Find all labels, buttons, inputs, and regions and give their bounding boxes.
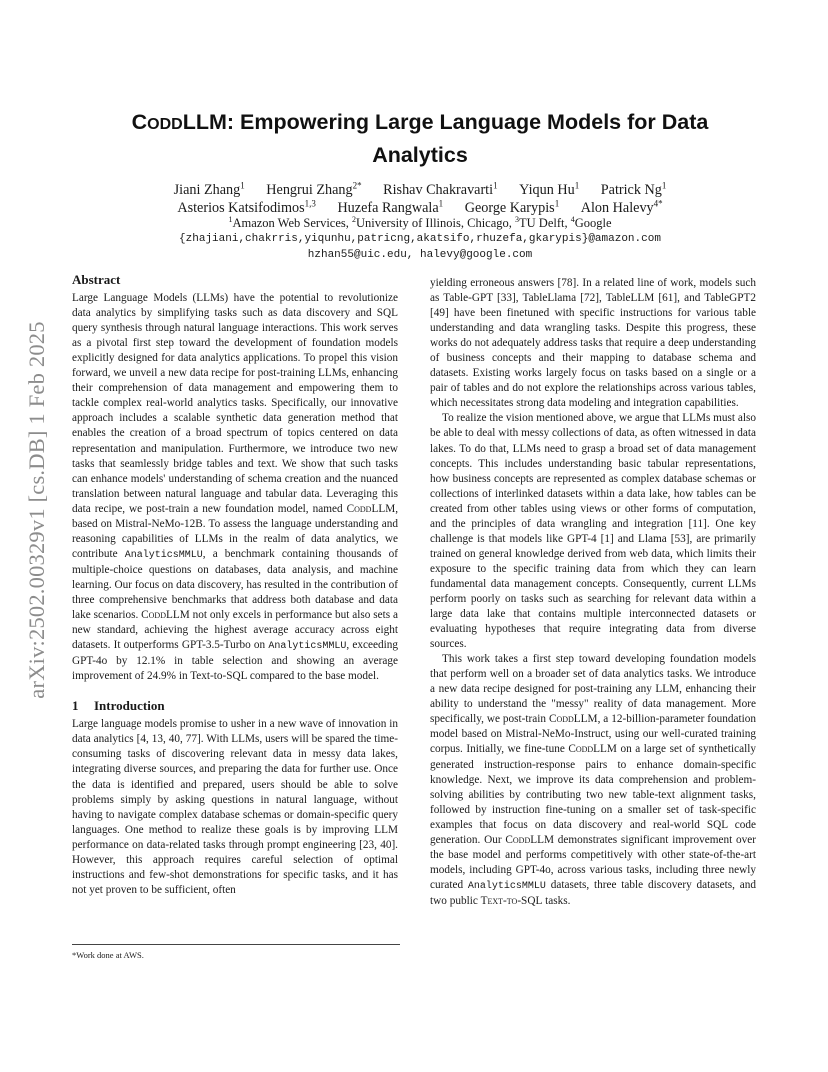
author: George Karypis$^1$ — [464, 198, 560, 216]
affiliations: $^1$Amazon Web Services, $^2$University of Illinois, Chicago, $^3$TU Delft, $^4$Google — [228, 215, 612, 231]
body-paragraph: This work takes a first step toward developing foundation models that perform well on a broader set of data analytics tasks. We introduce a new data recipe designed for post-training any LLM, enhancing their ability to understand the "messy" reality of data management. More specifically, we post-train CoddLLM, a 12-billion-parameter foundation model based on Mistral-NeMo-Instruct, using our well-curated training corpus. Initially, we fine-tune CoddLLM on a large set of synthetically generated instruction-response pairs to enhance domain-specific knowledge. Next, we improve its data comprehension and problem-solving abilities by contributing two new table-text alignment tasks, followed by instruction fine-tuning on a smaller set of task-specific examples that focus on data discovery and real-world SQL code generation. Our CoddLLM demonstrates significant improvement over the base model and performs competitively with other state-of-the-art models, including GPT-4o, across various tasks, including three newly curated AnalyticsMMLU datasets, three table discovery datasets, and two public Text-to-SQL tasks. — [430, 653, 756, 907]
author: Asterios Katsifodimos$^{1,3}$ — [177, 198, 316, 216]
body-paragraph: yielding erroneous answers [78]. In a related line of work, models such as Table-GPT [33], TableLlama [72], TableLLM [61], and TableGPT2 [49] have been finetuned with specific instructions for various table understanding and data wrangling tasks. Despite this progress, these works do not adequately address tasks that require a deep understanding of business concepts and their mapping to database schema and datasets. Existing works largely focus on tasks based on a single or a pair of tables and do not explore the relationships across various tables, which necessitates strong data modeling and integration capabilities. — [430, 277, 756, 410]
footnote-rule — [72, 944, 400, 945]
arxiv-sidebar — [22, 290, 52, 730]
right-column — [430, 276, 756, 909]
intro-paragraph: Large language models promise to usher in a new wave of innovation in data analytics [4, 13, 40, 77]. With LLMs, users will be spared the time-consuming tasks of discovering relevant data in messy data lakes, integrating diverse sources, and preparing the data for further use. Once the data is identified and prepared, users should be able to solve problems simply by asking questions in natural language, without having to navigate complex database schemas or domain-specific query languages. One method to realize these goals is by improving LLM performance on data-related tasks through prompt engineering [23, 40]. However, this approach requires careful selection of optimal instructions and few-shot demonstrations for specific tasks, and it has not yet proven to be sufficient, often — [72, 718, 398, 896]
footnote: *Work done at AWS. — [72, 950, 144, 960]
email-line-2: hzhan55@uic.edu, halevy@google.com — [307, 249, 533, 261]
author: Alon Halevy$^{4*}$ — [580, 198, 663, 216]
title-line1: LLM: Empowering Large Language Models for Data — [182, 110, 709, 134]
author: Jiani Zhang$^1$ — [173, 180, 245, 198]
title-codd-smallcaps: ODD — [147, 116, 183, 133]
body-paragraph: To realize the vision mentioned above, we argue that LLMs must also be able to deal with messy collections of data, as often witnessed in data lakes. To do that, LLMs need to grasp a broad set of data management concepts. This includes understanding basic tabular representations, how business concepts are represented as complex database schemas or collections of interlinked datasets within a data lake, how tables can be created from other tables using views or other forms of computation, and the principles of data wrangling and integration [11]. One key challenge is that models like GPT-4 [1] and Llama [53], are primarily trained on general knowledge derived from web data, which limits their exposure to the specific training data from which they can learn fundamental data management concepts. Consequently, current LLMs perform poorly on tasks such as searching for relevant data within a large data lake that contains multiple interconnected datasets or evaluating hypotheses that require integrating data from diverse sources. — [430, 412, 756, 651]
paper-title — [80, 107, 760, 171]
author: Hengrui Zhang$^{2*}$ — [266, 180, 362, 198]
author: Rishav Chakravarti$^1$ — [383, 180, 498, 198]
abstract-heading: Abstract — [72, 272, 121, 287]
author: Yiqun Hu$^1$ — [519, 180, 580, 198]
title-codd-initial: C — [131, 110, 148, 134]
author: Huzefa Rangwala$^1$ — [337, 198, 444, 216]
section-heading-introduction: 1 Introduction — [72, 698, 165, 714]
left-column — [72, 272, 398, 898]
email-line-1: {zhajiani,chakrris,yiqunhu,patricng,akatsifo,rhuzefa,gkarypis}@amazon.com — [179, 233, 661, 245]
arxiv-id: arXiv:2502.00329v1 [cs.DB] 1 Feb 2025 — [24, 321, 49, 699]
abstract-body: Large Language Models (LLMs) have the potential to revolutionize data analytics by simplifying tasks such as data discovery and SQL query synthesis through natural language interactions. This work serves as a pivotal first step toward the development of foundation models explicitly designed for data analytics applications. To propel this vision forward, we unveil a new data recipe for post-training LLMs, enhancing their comprehension of data management and empowering them to tackle complex real-world analytics tasks. Specifically, our innovative approach includes a scalable synthetic data generation method that enables the creation of a broad spectrum of topics centered on data representation and manipulation. Furthermore, we introduce two new tasks that seamlessly bridge tables and text. We show that such tasks can enhance models' understanding of schema creation and the nuanced translation between natural language and tabular data. Leveraging this data recipe, we post-train a new foundation model, named CoddLLM, based on Mistral-NeMo-12B. To assess the language understanding and reasoning capabilities of LLMs in the realm of data analytics, we contribute AnalyticsMMLU, a benchmark containing thousands of multiple-choice questions on databases, data analysis, and machine learning. Our focus on data discovery, has resulted in the contribution of three comprehensive benchmarks that address both database and data lake scenarios. CoddLLM not only excels in performance but also sets a new standard, achieving the highest average accuracy across eight datasets. It outperforms GPT-3.5-Turbo on AnalyticsMMLU, exceeding GPT-4o by 12.1% in table selection and showing an average improvement of 24.9% in Text-to-SQL compared to the base model. — [72, 292, 399, 683]
author: Patrick Ng$^1$ — [600, 180, 667, 198]
title-line2: Analytics — [372, 143, 468, 167]
